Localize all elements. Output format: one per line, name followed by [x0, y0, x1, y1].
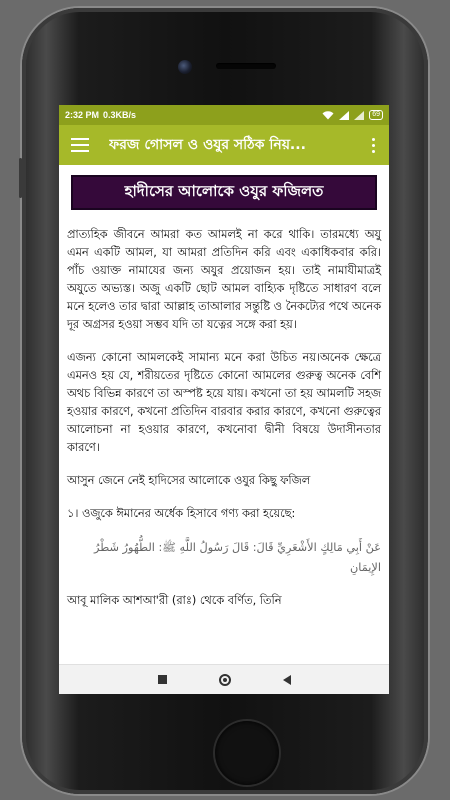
article-content[interactable]: [59, 165, 389, 672]
signal-icon: [339, 111, 349, 120]
signal-icon: [354, 111, 364, 120]
status-bar: [59, 105, 389, 125]
hadith-point: ১। ওজুকে ঈমানের অর্ধেক হিসাবে গণ্য করা হয়েছে:: [67, 507, 296, 520]
side-button: [19, 158, 22, 198]
recent-apps-icon[interactable]: [158, 675, 167, 684]
wifi-icon: [322, 111, 334, 120]
app-toolbar: [59, 125, 389, 165]
toolbar-title: ফরজ গোসল ও ওযুর সঠিক নিয়...: [109, 137, 306, 153]
article-paragraph: এজন্য কোনো আমলকেই সামান্য মনে করা উচিত নয়।অনেক ক্ষেত্রে এমনও হয় যে, শরীয়তের দৃষ্টিতে কোনো আমলের গুরুত্ব অনেক বেশি অথচ বিভিন্ন কারণে তা অস্পষ্ট হয়ে যায়। কখনো তা হয় আমলটি সহজ হওয়ার কারণে, কখনো প্রতিদিন বারবার করার কারণে, কখনো গুরুত্বের আলোচনা না হওয়ার কারণে, কখনোবা দ্বীনী বিষয়ে উদাসীনতার কারণে।: [67, 351, 381, 454]
app-screen: [59, 105, 389, 694]
system-nav-bar: [59, 664, 389, 694]
more-options-icon[interactable]: [363, 138, 383, 153]
back-arrow-icon[interactable]: [283, 675, 291, 685]
hadith-narration: আবূ মালিক আশআ'রী (রাঃ) থেকে বর্ণিত, তিনি: [67, 594, 282, 607]
article-heading: হাদীসের আলোকে ওযুর ফজিলত: [71, 175, 377, 210]
article-paragraph: আসুন জেনে নেই হাদিসের আলোকে ওযুর কিছু ফজিল: [67, 474, 311, 487]
status-speed: 0.3KB/s: [103, 110, 137, 120]
article-paragraph: প্রাত্যহিক জীবনে আমরা কত আমলই না করে থাকি। তারমধ্যে অযু এমন একটি আমল, যা আমরা প্রতিদিন করি এবং একাধিকবার করি। পাঁচ ওয়াক্ত নামাযের জন্য অযুর প্রয়োজন হয়। তাই নামাযীমাত্রই অযুতে অভ্যস্ত। অজু একটি ছোট আমল বাহ্যিক দৃষ্টিতে সাধারণ বলে মনে হলেও তার দ্বারা আল্লাহ তাআলার সন্তুষ্টি ও নৈকট্যের পথে অনেক দূর অগ্রসর হওয়া সম্ভব যদি তা যত্নের সঙ্গে করা হয়।: [67, 228, 381, 331]
home-button[interactable]: [215, 721, 279, 785]
home-nav-icon[interactable]: [219, 674, 231, 686]
status-time: 2:32 PM: [65, 110, 100, 120]
front-camera: [178, 60, 192, 74]
arabic-hadith-text: عَنْ أَبِي مَالِكٍ الأَشْعَرِيِّ قَالَ: قَالَ رَسُولُ اللَّهِ ﷺ: الطُّهُورُ شَطْرُ الإِيمَانِ: [94, 541, 381, 574]
battery-icon: 69: [369, 110, 383, 120]
earpiece-speaker: [216, 63, 276, 69]
hamburger-menu-icon[interactable]: [71, 138, 89, 152]
